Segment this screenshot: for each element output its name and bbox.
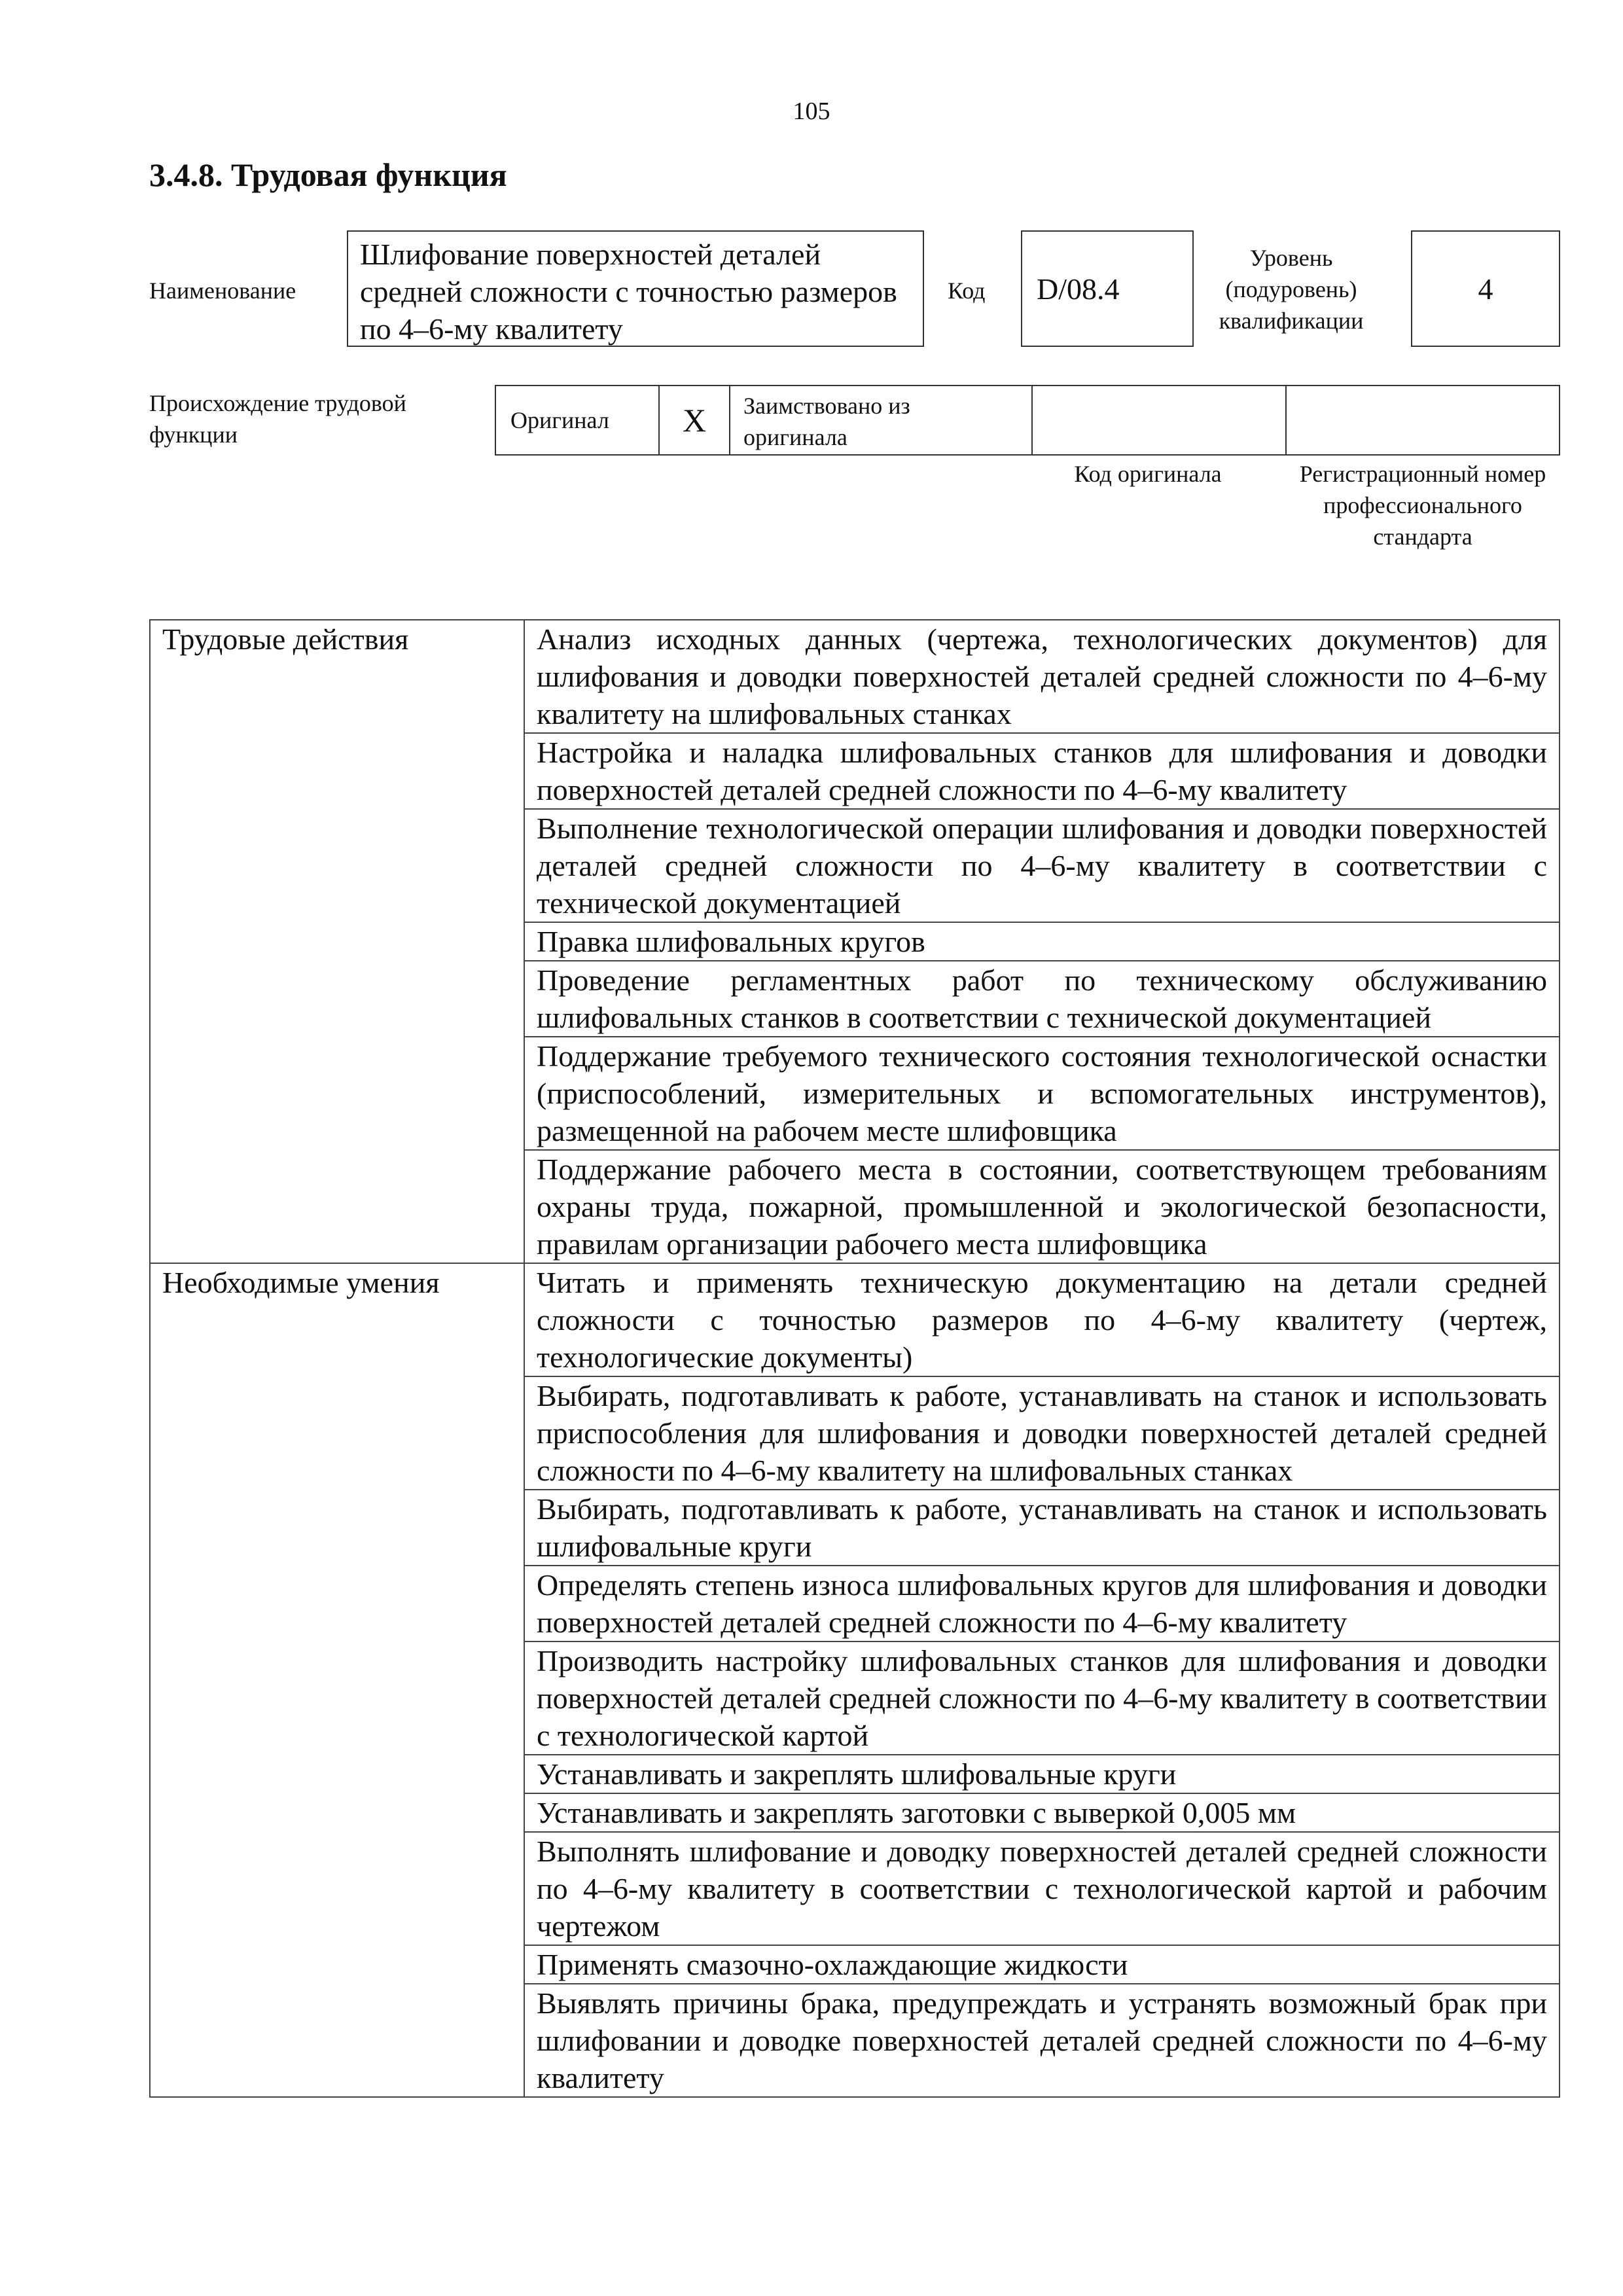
table-item: Применять смазочно-охлаждающие жидкости xyxy=(524,1945,1560,1984)
table-item: Анализ исходных данных (чертежа, технологических документов) для шлифования и доводки поверхностей деталей средней сложности по 4–6-му квалитету на шлифовальных станках xyxy=(524,620,1560,733)
origin-reg-number-cell xyxy=(1285,386,1560,454)
section-label: Трудовые действия xyxy=(150,620,524,1263)
origin-label: Происхождение трудовой функции xyxy=(149,390,406,448)
table-item: Производить настройку шлифовальных станков для шлифования и доводки поверхностей деталей средней сложности по 4–6-му квалитету в соответствии с технологической картой xyxy=(524,1641,1560,1755)
table-item: Настройка и наладка шлифовальных станков для шлифования и доводки поверхностей деталей средней сложности по 4–6-му квалитету xyxy=(524,733,1560,809)
origin-borrowed-label: Заимствовано из оригинала xyxy=(729,386,1031,454)
origin-reg-caption: Регистрационный номер профессионального стандарта xyxy=(1299,461,1546,550)
function-name-value: Шлифование поверхностей деталей средней сложности с точностью размеров по 4–6-му квалитету xyxy=(347,230,924,347)
qualification-level-label: Уровень (подуровень) квалификации xyxy=(1219,245,1364,334)
name-label: Наименование xyxy=(149,278,296,304)
table-item: Выбирать, подготавливать к работе, устанавливать на станок и использовать приспособления для шлифования и доводки поверхностей деталей средней сложности по 4–6-му квалитету на шлифовальных станках xyxy=(524,1376,1560,1490)
origin-row xyxy=(495,385,1560,456)
section-label: Необходимые умения xyxy=(150,1263,524,2097)
function-code-value: D/08.4 xyxy=(1021,230,1194,347)
origin-original-label: Оригинал xyxy=(495,386,658,454)
table-item: Устанавливать и закреплять шлифовальные круги xyxy=(524,1755,1560,1793)
table-item: Выбирать, подготавливать к работе, устанавливать на станок и использовать шлифовальные круги xyxy=(524,1490,1560,1566)
table-item: Выполнять шлифование и доводку поверхностей деталей средней сложности по 4–6-му квалитету в соответствии с технологической картой и рабочим чертежом xyxy=(524,1832,1560,1945)
section-title: 3.4.8. Трудовая функция xyxy=(149,156,507,193)
table-item: Определять степень износа шлифовальных кругов для шлифования и доводки поверхностей деталей средней сложности по 4–6-му квалитету xyxy=(524,1566,1560,1641)
table-item: Выявлять причины брака, предупреждать и устранять возможный брак при шлифовании и доводке поверхностей деталей средней сложности по 4–6-му квалитету xyxy=(524,1984,1560,2097)
table-item: Устанавливать и закреплять заготовки с выверкой 0,005 мм xyxy=(524,1793,1560,1832)
table-item: Выполнение технологической операции шлифования и доводки поверхностей деталей средней сложности по 4–6-му квалитету в соответствии с технической документацией xyxy=(524,809,1560,922)
qualification-level-value: 4 xyxy=(1411,230,1560,347)
origin-code-cell xyxy=(1031,386,1285,454)
table-row xyxy=(150,620,1560,733)
table-item: Поддержание требуемого технического состояния технологической оснастки (приспособлений, измерительных и вспомогательных инструментов), размещенной на рабочем месте шлифовщика xyxy=(524,1037,1560,1150)
code-label: Код xyxy=(948,278,986,304)
origin-code-caption: Код оригинала xyxy=(1074,461,1222,487)
function-table xyxy=(149,619,1560,2098)
table-item: Читать и применять техническую документацию на детали средней сложности с точностью размеров по 4–6-му квалитету (чертеж, технологические документы) xyxy=(524,1263,1560,1376)
origin-original-mark: X xyxy=(658,386,729,454)
table-item: Проведение регламентных работ по техническому обслуживанию шлифовальных станков в соответствии с технической документацией xyxy=(524,961,1560,1037)
table-item: Поддержание рабочего места в состоянии, соответствующем требованиям охраны труда, пожарной, промышленной и экологической безопасности, правилам организации рабочего места шлифовщика xyxy=(524,1150,1560,1263)
table-row xyxy=(150,1263,1560,1376)
page-number: 105 xyxy=(793,98,830,125)
table-item: Правка шлифовальных кругов xyxy=(524,922,1560,961)
